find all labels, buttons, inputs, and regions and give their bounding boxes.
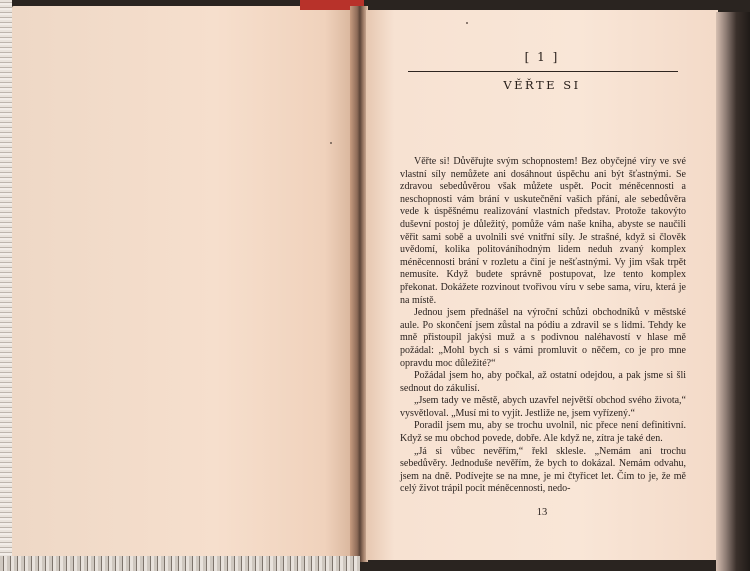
paragraph: „Já si vůbec nevěřím,“ řekl sklesle. „Nemám ani trochu sebedůvěry. Jednoduše nevěřím, že bych to dokázal. Nemám odvahu, jsem na dně. Podívejte se na mne, je mi čtyřicet let. Čím to je, že mě celý život trápil pocit méněcennosti, nedo- — [400, 445, 686, 495]
chapter-rule — [408, 71, 678, 72]
page-stack-bottom-edge — [0, 556, 360, 571]
paragraph: „Jsem tady ve městě, abych uzavřel největší obchod svého života,“ vysvětloval. „Musí mi to vyjít. Jestliže ne, jsem vyřízený.“ — [400, 395, 686, 419]
paper-speck — [330, 142, 332, 144]
paragraph: Požádal jsem ho, aby počkal, až ostatní odejdou, a pak jsme si šli sednout do zákulisí. — [400, 370, 686, 394]
paper-speck — [466, 22, 468, 24]
chapter-title: VĚŘTE SI — [503, 78, 581, 92]
left-blank-page — [12, 6, 352, 562]
body-text — [400, 156, 686, 496]
paragraph: Věřte si! Důvěřujte svým schopnostem! Bez obyčejné víry ve své vlastní síly nemůžete ani dosáhnout úspěchu ani být šťastnými. Se zdravou sebedůvěrou však můžete uspět. Pocit méněcennosti a neschopnosti vám brání v uskutečnění vašich přání, ale sebedůvěra vede k úspěšnému realizování vlastních představ. Protože takovýto duševní postoj je důležitý, pomůže vám naše kniha, abyste se naučili věřit sami sobě a uvolnili své vnitřní síly. Je strašné, když si člověk uvědomí, kolika politováníhodným lidem neduh zvaný komplex méněcennosti brání v rozletu a činí je nešťastnými. Vy jim však trpět nemusíte. Když budete správně postupovat, lze tento komplex překonat. Dokážete rozvinout tvořivou víru v sebe sama, víru, která je na místě. — [400, 156, 686, 306]
page-stack-right-edge — [716, 12, 750, 571]
page-stack-left-edge — [0, 0, 12, 571]
paragraph: Jednou jsem přednášel na výroční schůzi obchodníků v městské aule. Po skončení jsem zůstal na pódiu a zdravil se s lidmi. Tehdy ke mně přistoupil jakýsi muž a s podivnou naléhavostí v hlase mě požádal: „Mohl bych si s vámi promluvit o něčem, co je pro mne opravdu moc důležité?“ — [400, 307, 686, 369]
chapter-number: [ 1 ] — [524, 50, 560, 64]
paragraph: Poradil jsem mu, aby se trochu uvolnil, nic přece není definitivní. Když se mu obchod povede, dobře. Ale když ne, zítra je také den. — [400, 420, 686, 445]
page-number: 13 — [536, 507, 548, 518]
